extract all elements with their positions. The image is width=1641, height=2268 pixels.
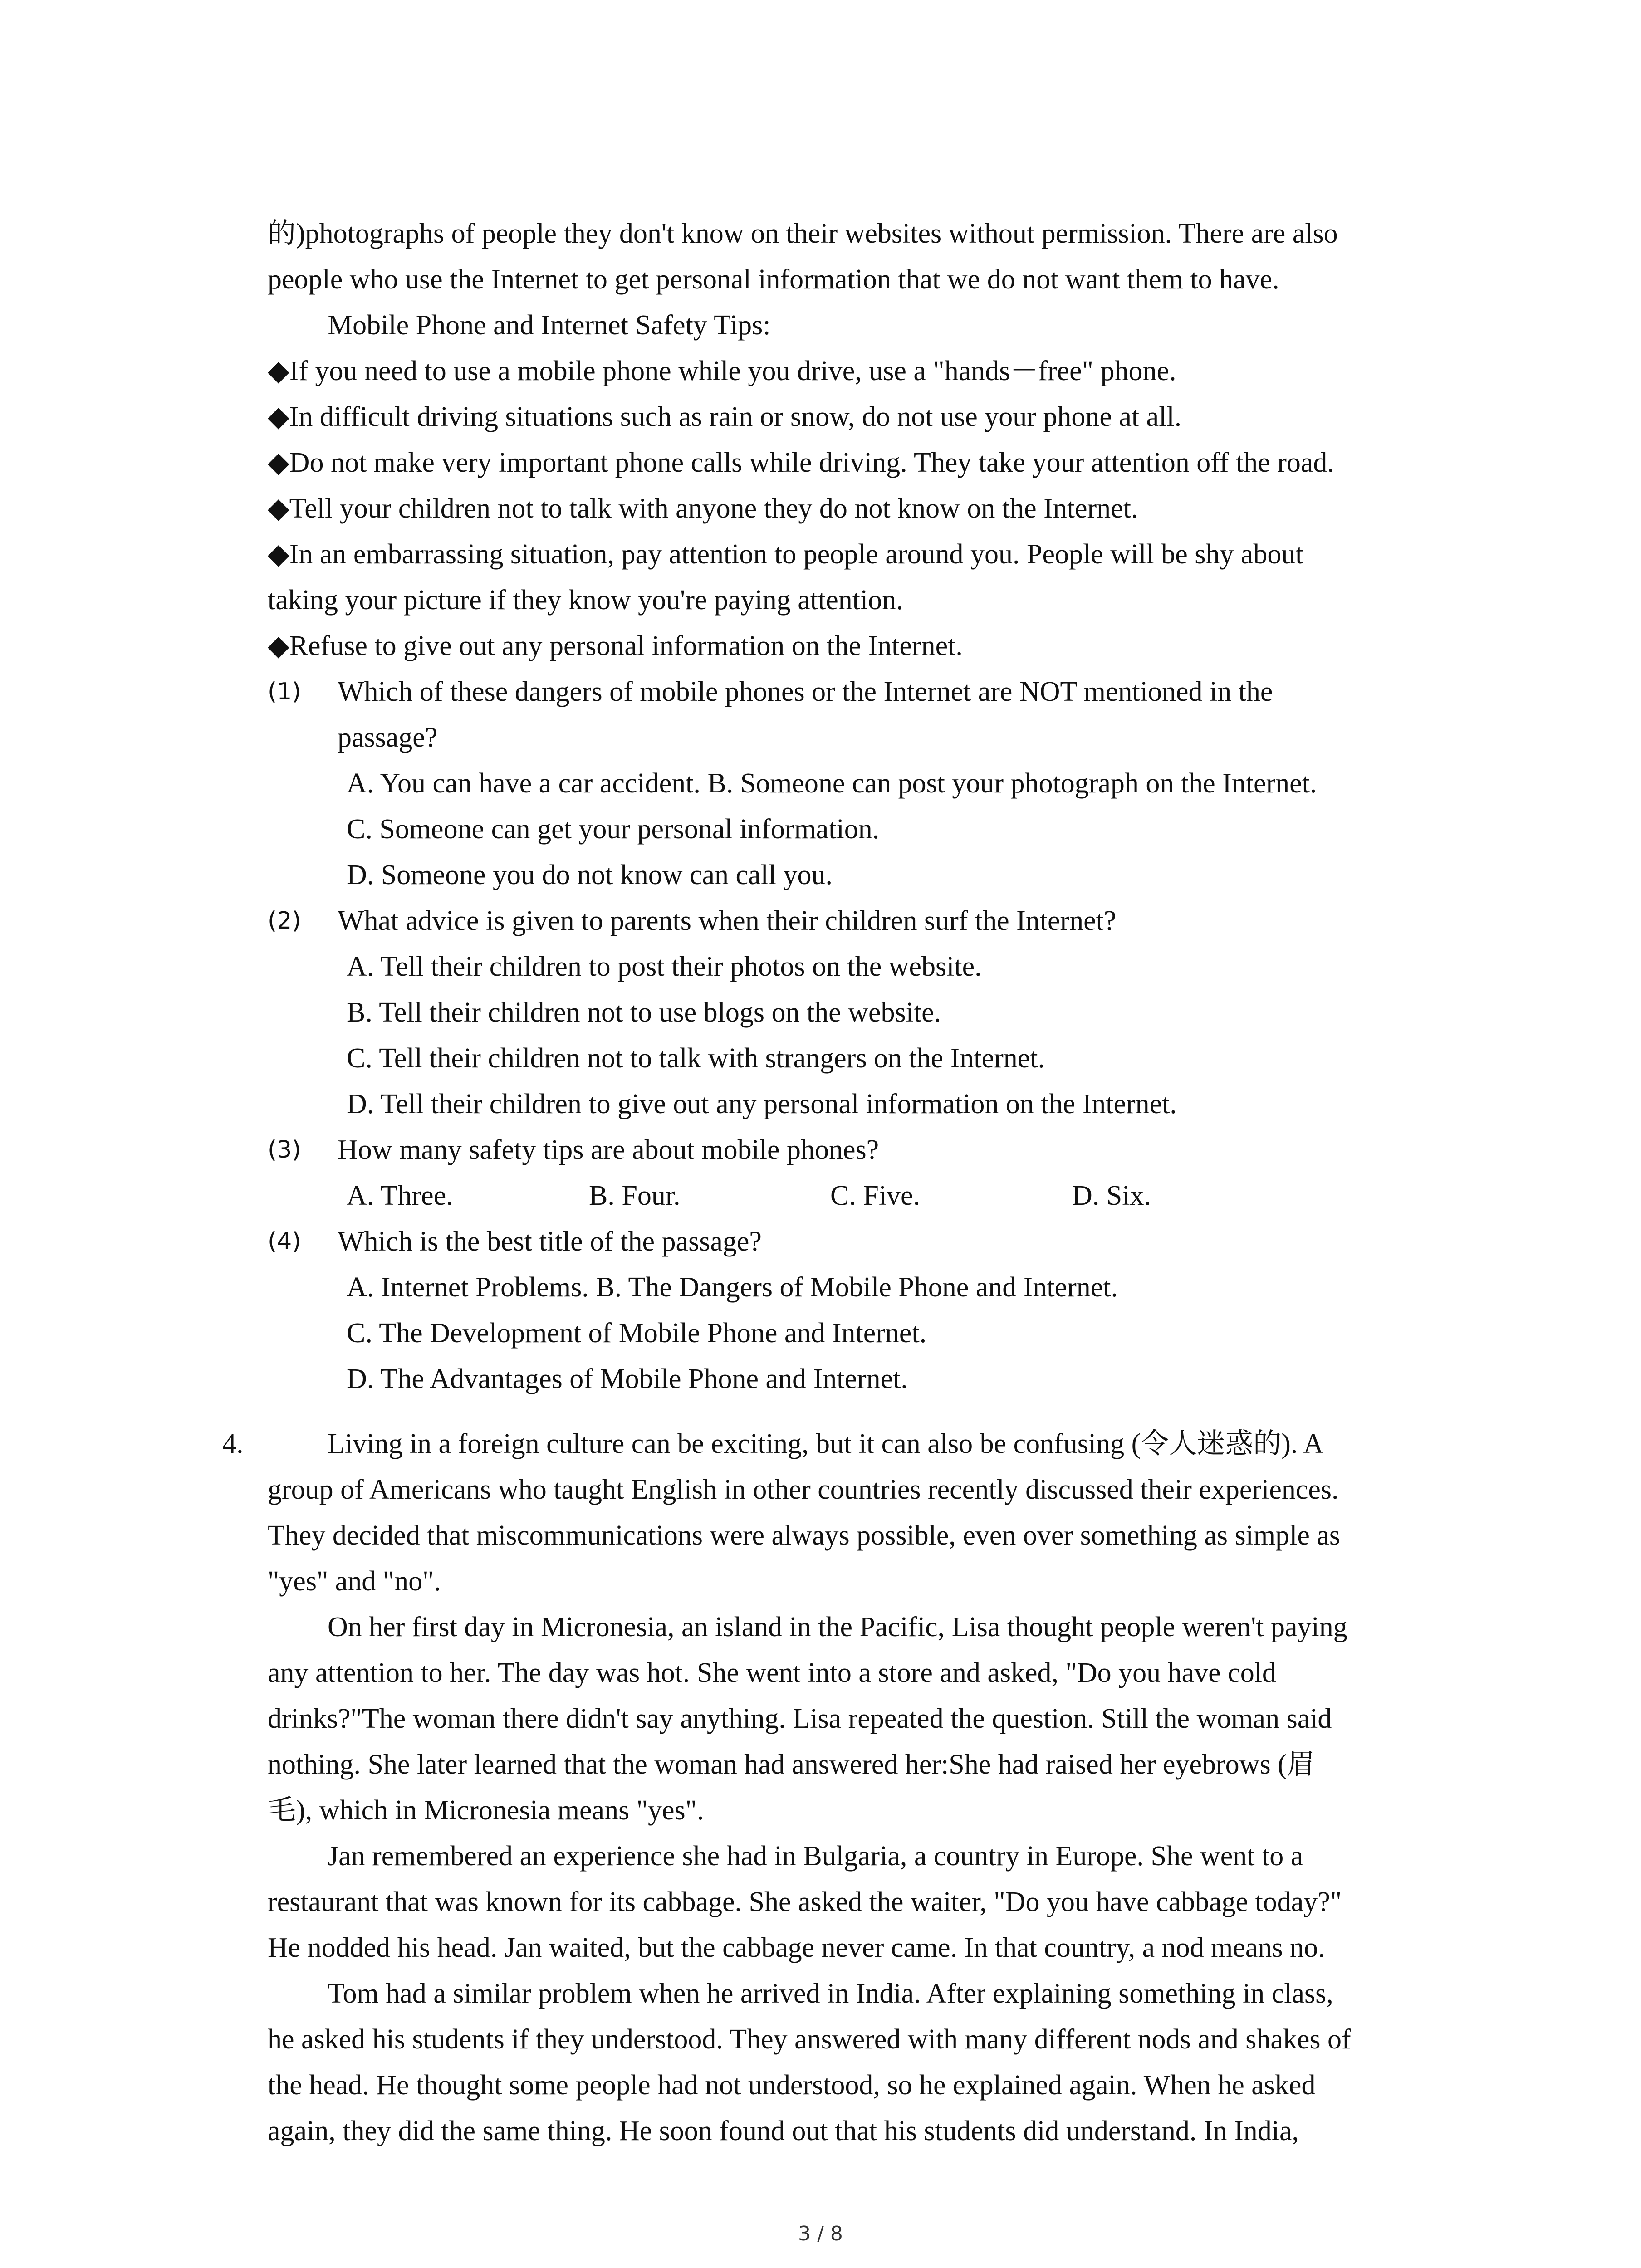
question-text: Which is the best title of the passage? bbox=[338, 1226, 762, 1257]
question-number: (2) bbox=[268, 907, 301, 934]
answer-option: C. Five. bbox=[830, 1180, 921, 1211]
passage-line: drinks?"The woman there didn't say anything. Lisa repeated the question. Still the woman said bbox=[268, 1703, 1332, 1734]
question-text: Which of these dangers of mobile phones or the Internet are NOT mentioned in the bbox=[338, 676, 1273, 707]
question-text: How many safety tips are about mobile phones? bbox=[338, 1134, 879, 1165]
passage-line: He nodded his head. Jan waited, but the cabbage never came. In that country, a nod means no. bbox=[268, 1932, 1325, 1963]
passage-line: people who use the Internet to get personal information that we do not want them to have. bbox=[268, 264, 1279, 295]
answer-option: A. Three. bbox=[347, 1180, 453, 1211]
passage-line: 毛), which in Micronesia means "yes". bbox=[268, 1795, 704, 1826]
answer-option: C. The Development of Mobile Phone and Internet. bbox=[347, 1318, 927, 1349]
answer-option: D. Someone you do not know can call you. bbox=[347, 860, 833, 890]
page-number: 3 / 8 bbox=[798, 2222, 843, 2245]
safety-tip: ◆In an embarrassing situation, pay attention to people around you. People will be shy about bbox=[268, 539, 1303, 570]
answer-option: A. You can have a car accident. B. Someone can post your photograph on the Internet. bbox=[347, 768, 1317, 799]
passage-line: Living in a foreign culture can be exciting, but it can also be confusing (令人迷惑的). A bbox=[328, 1428, 1324, 1459]
safety-tip: ◆In difficult driving situations such as rain or snow, do not use your phone at all. bbox=[268, 401, 1182, 432]
safety-tip: ◆If you need to use a mobile phone while you drive, use a "hands－free" phone. bbox=[268, 356, 1176, 386]
passage-line: any attention to her. The day was hot. She went into a store and asked, "Do you have cold bbox=[268, 1657, 1276, 1688]
passage-line: Jan remembered an experience she had in Bulgaria, a country in Europe. She went to a bbox=[328, 1841, 1303, 1872]
passage-line: the head. He thought some people had not understood, so he explained again. When he asked bbox=[268, 2070, 1316, 2101]
answer-option: D. The Advantages of Mobile Phone and Internet. bbox=[347, 1364, 908, 1394]
answer-option: A. Tell their children to post their photos on the website. bbox=[347, 951, 982, 982]
answer-option: B. Four. bbox=[589, 1180, 681, 1211]
question-number: (3) bbox=[268, 1136, 301, 1163]
passage-line: again, they did the same thing. He soon found out that his students did understand. In India, bbox=[268, 2116, 1299, 2146]
answer-option: D. Tell their children to give out any personal information on the Internet. bbox=[347, 1089, 1177, 1119]
safety-tip: ◆Do not make very important phone calls while driving. They take your attention off the road. bbox=[268, 447, 1334, 478]
answer-option: C. Someone can get your personal information. bbox=[347, 814, 880, 845]
answer-option: B. Tell their children not to use blogs on the website. bbox=[347, 997, 941, 1028]
question-text: What advice is given to parents when their children surf the Internet? bbox=[338, 905, 1117, 936]
safety-tip: ◆Refuse to give out any personal information on the Internet. bbox=[268, 631, 963, 661]
answer-option: A. Internet Problems. B. The Dangers of Mobile Phone and Internet. bbox=[347, 1272, 1118, 1303]
passage-line: group of Americans who taught English in other countries recently discussed their experiences. bbox=[268, 1474, 1339, 1505]
answer-option: C. Tell their children not to talk with strangers on the Internet. bbox=[347, 1043, 1045, 1074]
tips-heading: Mobile Phone and Internet Safety Tips: bbox=[328, 310, 771, 341]
passage-line: nothing. She later learned that the woman had answered her:She had raised her eyebrows (眉 bbox=[268, 1749, 1315, 1780]
safety-tip-continued: taking your picture if they know you're paying attention. bbox=[268, 585, 903, 616]
passage-line: he asked his students if they understood. They answered with many different nods and shakes of bbox=[268, 2024, 1351, 2055]
question-number: (4) bbox=[268, 1228, 301, 1255]
answer-option: D. Six. bbox=[1072, 1180, 1151, 1211]
question-text-continued: passage? bbox=[338, 722, 438, 753]
safety-tip: ◆Tell your children not to talk with anyone they do not know on the Internet. bbox=[268, 493, 1138, 524]
passage-line: restaurant that was known for its cabbage. She asked the waiter, "Do you have cabbage today?" bbox=[268, 1887, 1342, 1917]
question-number: (1) bbox=[268, 678, 301, 705]
passage-line: Tom had a similar problem when he arrived in India. After explaining something in class, bbox=[328, 1978, 1333, 2009]
passage-line: 的)photographs of people they don't know on their websites without permission. There are also bbox=[268, 218, 1338, 249]
passage-line: "yes" and "no". bbox=[268, 1566, 441, 1597]
passage-number: 4. bbox=[222, 1428, 244, 1459]
passage-line: They decided that miscommunications were always possible, even over something as simple as bbox=[268, 1520, 1341, 1551]
passage-line: On her first day in Micronesia, an island in the Pacific, Lisa thought people weren't paying bbox=[328, 1612, 1347, 1642]
